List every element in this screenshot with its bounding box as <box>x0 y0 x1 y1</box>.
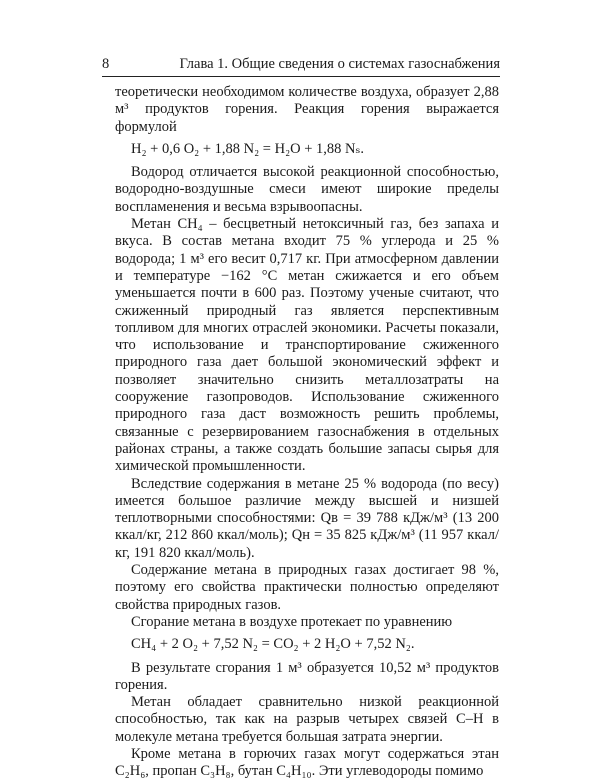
paragraph-continuation: теоретически необходимом количестве воздуха, образует 2,88 м³ продуктов горения. Реакция горения выражается формулой <box>115 84 499 135</box>
paragraph-hydrocarbons: Кроме метана в горючих газах могут содержаться этан C₂H₆, пропан C₃H₈, бутан C₄H₁₀. Эти углеводороды помимо <box>115 745 499 780</box>
formula-methane-combustion: CH₄ + 2 O₂ + 7,52 N₂ = CO₂ + 2 H₂O + 7,52 N₂. <box>131 636 415 653</box>
running-header <box>102 54 500 77</box>
paragraph-methane-content: Содержание метана в природных газах достигает 98 %, поэтому его свойства практически полностью определяют свойства природных газов. <box>115 562 499 613</box>
chapter-title: Глава 1. Общие сведения о системах газоснабжения <box>179 56 500 72</box>
page-number: 8 <box>102 56 110 72</box>
formula-hydrogen-combustion: H₂ + 0,6 O₂ + 1,88 N₂ = H₂O + 1,88 Nₛ. <box>131 140 365 157</box>
paragraph-heating-value: Вследствие содержания в метане 25 % водорода (по весу) имеется большое различие между высшей и низшей теплотворными способностями: Qв = 39 788 кДж/м³ (13 200 ккал/кг, 212 860 ккал/моль); Qн = 35 825 кДж/м³ (11 957 ккал/кг, 191 820 ккал/моль). <box>115 475 499 561</box>
paragraph-combustion-products: В результате сгорания 1 м³ образуется 10,52 м³ продуктов горения. <box>115 659 499 693</box>
paragraph-combustion-intro: Сгорание метана в воздухе протекает по уравнению <box>131 613 453 630</box>
paragraph-hydrogen: Водород отличается высокой реакционной способностью, водородно-воздушные смеси имеют широкие пределы воспламенения и весьма взрывоопасны. <box>115 164 499 215</box>
paragraph-methane: Метан CH₄ – бесцветный нетоксичный газ, без запаха и вкуса. В состав метана входит 75 % углерода и 25 % водорода; 1 м³ его весит 0,717 кг. При атмосферном давлении и температуре −162 °C метан сжижается и его объем уменьшается почти в 600 раз. Поэтому ученые считают, что сжиженный природный газ является перспективным топливом для многих отраслей экономики. Расчеты показали, что использование и транспортирование сжиженного природного газа дает большой экономический эффект и позволяет значительно снизить металлозатраты на сооружение газопроводов. Использование сжиженного природного газа даст возможность решить проблемы, связанные с резервированием газоснабжения в отдельных районах страны, а также создать большие запасы сырья для химической промышленности. <box>115 216 499 475</box>
page-body <box>115 84 499 781</box>
paragraph-reactivity: Метан обладает сравнительно низкой реакционной способностью, так как на разрыв четырех связей C–H в молекуле метана требуется большая затрата энергии. <box>115 694 499 745</box>
